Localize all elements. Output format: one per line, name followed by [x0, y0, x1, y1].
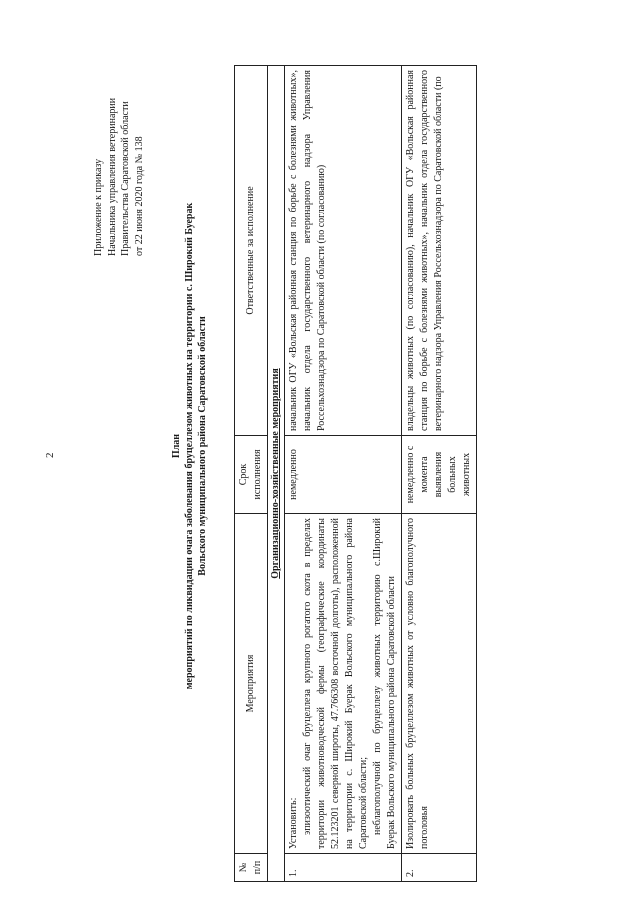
- appendix-line: Правительства Саратовской области: [120, 101, 131, 256]
- row-term: немедленно с момента выявления больных животных: [402, 436, 477, 514]
- table-row: [402, 66, 477, 882]
- row-measures-p1: эпизоотический очаг бруцеллеза крупного рогатого скота в пределах территории животноводческой фермы (географические координаты 52.123201 северной широты, 47.766308 восточной долготы), расположенной на территории с. Широкий Буерак Вольского муниципального района Саратовской области;: [302, 518, 369, 849]
- rotated-document: [84, 36, 624, 896]
- appendix-block: [92, 36, 146, 256]
- page-number: 2: [44, 452, 56, 458]
- row-num: 2.: [402, 854, 477, 882]
- row-measures-lead: Установить:: [288, 797, 299, 849]
- header-responsible: Ответственные за исполнение: [235, 66, 268, 436]
- measures-table: [234, 65, 477, 882]
- table-header-row: [235, 66, 268, 882]
- plan-title-line1: мероприятий по ликвидации очага заболевания бруцеллезом животных на территории с. Широкий Буерак: [184, 202, 195, 690]
- plan-title-line2: Вольского муниципального района Саратовской области: [197, 316, 208, 576]
- plan-heading: План: [171, 433, 182, 459]
- row-measures: Изолировать больных бруцеллезом животных от условно благополучного поголовья: [402, 514, 477, 854]
- row-measures: [285, 514, 402, 854]
- row-responsible: владельцы животных (по согласованию), начальник ОГУ «Вольская районная станция по борьбе с болезнями животных», начальник отдела государственного ветеринарного надзора Управления Россельхознадзора по Саратовской области (по: [402, 66, 477, 436]
- row-responsible: начальник ОГУ «Вольская районная станция по борьбе с болезнями животных», начальник отдела государственного ветеринарного надзора Управления Россельхознадзора по Саратовской области (по согласованию): [285, 66, 402, 436]
- plan-title: [170, 36, 209, 856]
- appendix-line: от 22 июня 2020 года № 138: [133, 136, 145, 256]
- row-num: 1.: [285, 854, 402, 882]
- section-row: [268, 66, 285, 882]
- appendix-line: Приложение к приказу: [93, 158, 104, 256]
- table-row: [285, 66, 402, 882]
- header-num: № п/п: [235, 854, 268, 882]
- header-term: Срок исполнения: [235, 436, 268, 514]
- row-term: немедленно: [285, 436, 402, 514]
- header-measures: Мероприятия: [235, 514, 268, 854]
- row-measures-p2: неблагополучной по бруцеллезу животных территорию с.Широкий Буерак Вольского муниципального района Саратовской области: [372, 518, 397, 849]
- appendix-line: Начальника управления ветеринарии: [106, 97, 118, 256]
- section-title: Организационно-хозяйственные мероприятия: [268, 66, 285, 882]
